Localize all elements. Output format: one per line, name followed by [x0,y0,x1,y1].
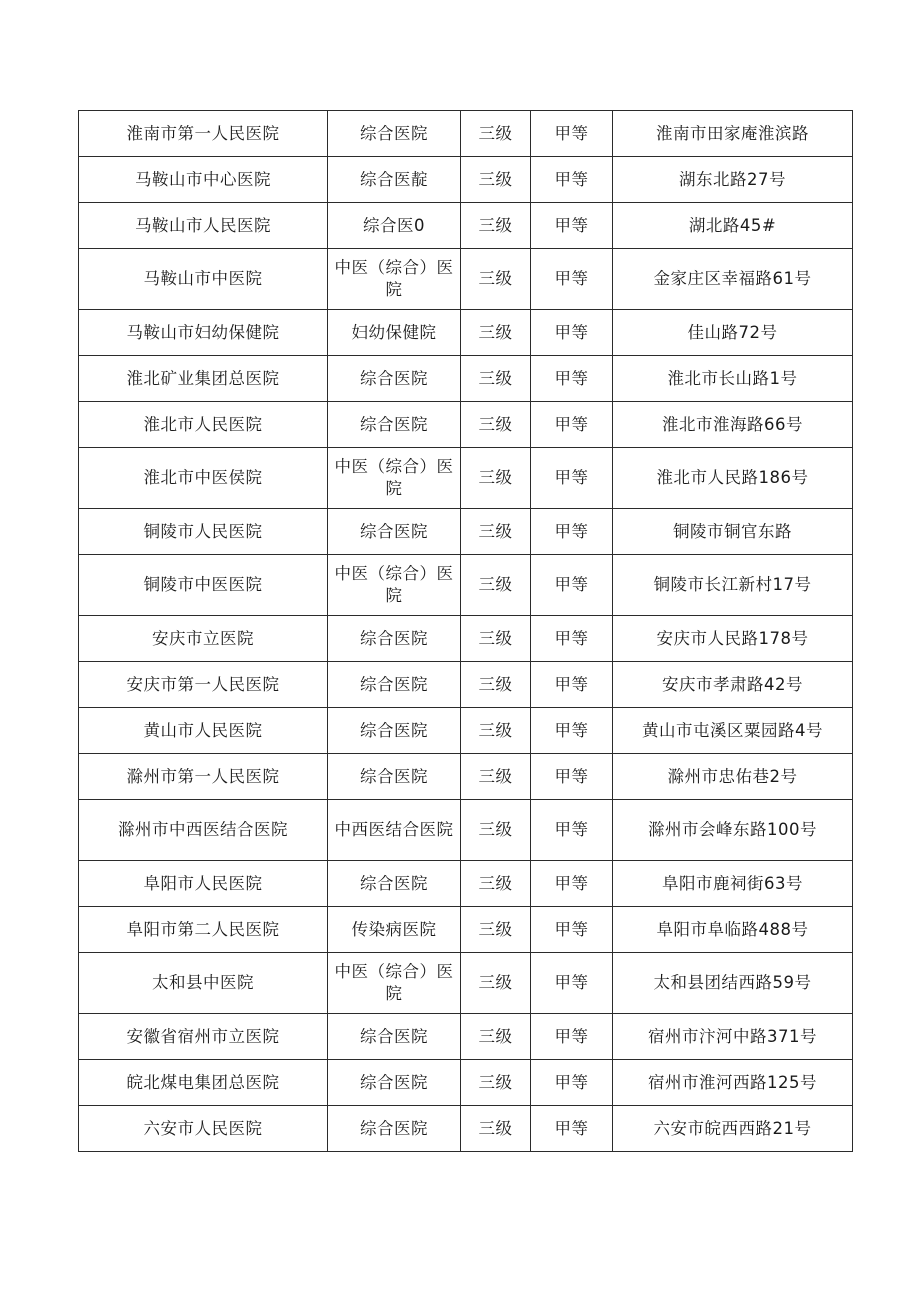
hospital-type-cell: 中医（综合）医院 [328,555,461,616]
hospital-level-cell: 三级 [461,754,531,800]
hospital-grade-cell: 甲等 [531,800,613,861]
table-row [79,662,853,708]
hospital-type-cell: 综合医靛 [328,157,461,203]
table-row [79,203,853,249]
hospital-type-cell: 综合医院 [328,111,461,157]
hospital-level-cell: 三级 [461,356,531,402]
hospital-grade-cell: 甲等 [531,310,613,356]
hospital-name-cell: 铜陵市人民医院 [79,509,328,555]
hospital-address-cell: 滁州市会峰东路100号 [613,800,853,861]
hospital-address-cell: 六安市皖西西路21号 [613,1106,853,1152]
hospital-grade-cell: 甲等 [531,356,613,402]
hospital-name-cell: 安徽省宿州市立医院 [79,1014,328,1060]
hospital-grade-cell: 甲等 [531,157,613,203]
hospital-name-cell: 淮北市中医侯院 [79,448,328,509]
hospital-name-cell: 阜阳市人民医院 [79,861,328,907]
hospital-address-cell: 铜陵市长江新村17号 [613,555,853,616]
table-row [79,861,853,907]
hospital-level-cell: 三级 [461,509,531,555]
hospital-name-cell: 滁州市第一人民医院 [79,754,328,800]
hospital-type-cell: 传染病医院 [328,907,461,953]
hospital-level-cell: 三级 [461,402,531,448]
hospital-address-cell: 安庆市人民路178号 [613,616,853,662]
table-row [79,800,853,861]
table-row [79,402,853,448]
hospital-grade-cell: 甲等 [531,616,613,662]
hospital-grade-cell: 甲等 [531,861,613,907]
hospital-address-cell: 淮北市人民路186号 [613,448,853,509]
hospital-level-cell: 三级 [461,1106,531,1152]
hospital-table [78,110,853,1152]
table-row [79,310,853,356]
hospital-type-cell: 综合医0 [328,203,461,249]
hospital-address-cell: 阜阳市鹿祠街63号 [613,861,853,907]
hospital-address-cell: 宿州市淮河西路125号 [613,1060,853,1106]
hospital-address-cell: 佳山路72号 [613,310,853,356]
hospital-level-cell: 三级 [461,1060,531,1106]
hospital-type-cell: 中西医结合医院 [328,800,461,861]
hospital-type-cell: 综合医院 [328,402,461,448]
table-row [79,708,853,754]
hospital-level-cell: 三级 [461,616,531,662]
table-row [79,111,853,157]
hospital-type-cell: 综合医院 [328,356,461,402]
hospital-level-cell: 三级 [461,310,531,356]
hospital-address-cell: 阜阳市阜临路488号 [613,907,853,953]
hospital-type-cell: 中医（综合）医院 [328,448,461,509]
hospital-level-cell: 三级 [461,448,531,509]
hospital-address-cell: 金家庄区幸福路61号 [613,249,853,310]
hospital-name-cell: 滁州市中西医结合医院 [79,800,328,861]
hospital-grade-cell: 甲等 [531,555,613,616]
hospital-table-body [79,111,853,1152]
hospital-level-cell: 三级 [461,708,531,754]
hospital-level-cell: 三级 [461,111,531,157]
hospital-grade-cell: 甲等 [531,662,613,708]
hospital-grade-cell: 甲等 [531,907,613,953]
hospital-address-cell: 湖北路45# [613,203,853,249]
hospital-name-cell: 马鞍山市妇幼保健院 [79,310,328,356]
hospital-name-cell: 阜阳市第二人民医院 [79,907,328,953]
hospital-type-cell: 综合医院 [328,708,461,754]
hospital-type-cell: 综合医院 [328,754,461,800]
hospital-address-cell: 黄山市屯溪区粟园路4号 [613,708,853,754]
hospital-name-cell: 淮北市人民医院 [79,402,328,448]
hospital-address-cell: 宿州市汴河中路371号 [613,1014,853,1060]
hospital-address-cell: 太和县团结西路59号 [613,953,853,1014]
hospital-address-cell: 淮南市田家庵淮滨路 [613,111,853,157]
hospital-level-cell: 三级 [461,800,531,861]
hospital-name-cell: 淮北矿业集团总医院 [79,356,328,402]
hospital-name-cell: 黄山市人民医院 [79,708,328,754]
hospital-level-cell: 三级 [461,953,531,1014]
table-row [79,953,853,1014]
table-row [79,555,853,616]
hospital-grade-cell: 甲等 [531,1106,613,1152]
hospital-name-cell: 马鞍山市中医院 [79,249,328,310]
hospital-name-cell: 太和县中医院 [79,953,328,1014]
hospital-level-cell: 三级 [461,1014,531,1060]
hospital-address-cell: 安庆市孝肃路42号 [613,662,853,708]
hospital-level-cell: 三级 [461,555,531,616]
table-row [79,1014,853,1060]
table-row [79,356,853,402]
hospital-grade-cell: 甲等 [531,708,613,754]
hospital-name-cell: 铜陵市中医医院 [79,555,328,616]
table-row [79,754,853,800]
hospital-grade-cell: 甲等 [531,249,613,310]
hospital-type-cell: 综合医院 [328,662,461,708]
hospital-level-cell: 三级 [461,662,531,708]
hospital-type-cell: 妇幼保健院 [328,310,461,356]
hospital-grade-cell: 甲等 [531,402,613,448]
table-row [79,907,853,953]
hospital-address-cell: 淮北市淮海路66号 [613,402,853,448]
hospital-name-cell: 安庆市立医院 [79,616,328,662]
hospital-level-cell: 三级 [461,157,531,203]
hospital-type-cell: 综合医院 [328,1106,461,1152]
hospital-name-cell: 马鞍山市人民医院 [79,203,328,249]
hospital-type-cell: 综合医院 [328,616,461,662]
hospital-type-cell: 综合医院 [328,1060,461,1106]
hospital-grade-cell: 甲等 [531,1014,613,1060]
table-row [79,157,853,203]
hospital-level-cell: 三级 [461,249,531,310]
hospital-grade-cell: 甲等 [531,111,613,157]
hospital-type-cell: 综合医院 [328,1014,461,1060]
hospital-name-cell: 马鞍山市中心医院 [79,157,328,203]
hospital-level-cell: 三级 [461,907,531,953]
hospital-address-cell: 淮北市长山路1号 [613,356,853,402]
hospital-type-cell: 综合医院 [328,861,461,907]
hospital-address-cell: 湖东北路27号 [613,157,853,203]
hospital-name-cell: 安庆市第一人民医院 [79,662,328,708]
hospital-address-cell: 滁州市忠佑巷2号 [613,754,853,800]
table-row [79,249,853,310]
hospital-type-cell: 中医（综合）医院 [328,953,461,1014]
hospital-name-cell: 六安市人民医院 [79,1106,328,1152]
hospital-level-cell: 三级 [461,203,531,249]
table-row [79,448,853,509]
hospital-grade-cell: 甲等 [531,509,613,555]
table-row [79,1060,853,1106]
hospital-grade-cell: 甲等 [531,203,613,249]
hospital-grade-cell: 甲等 [531,953,613,1014]
hospital-grade-cell: 甲等 [531,448,613,509]
hospital-grade-cell: 甲等 [531,1060,613,1106]
hospital-name-cell: 皖北煤电集团总医院 [79,1060,328,1106]
table-row [79,509,853,555]
hospital-address-cell: 铜陵市铜官东路 [613,509,853,555]
table-row [79,616,853,662]
hospital-type-cell: 中医（综合）医院 [328,249,461,310]
hospital-level-cell: 三级 [461,861,531,907]
table-row [79,1106,853,1152]
hospital-name-cell: 淮南市第一人民医院 [79,111,328,157]
hospital-grade-cell: 甲等 [531,754,613,800]
hospital-type-cell: 综合医院 [328,509,461,555]
